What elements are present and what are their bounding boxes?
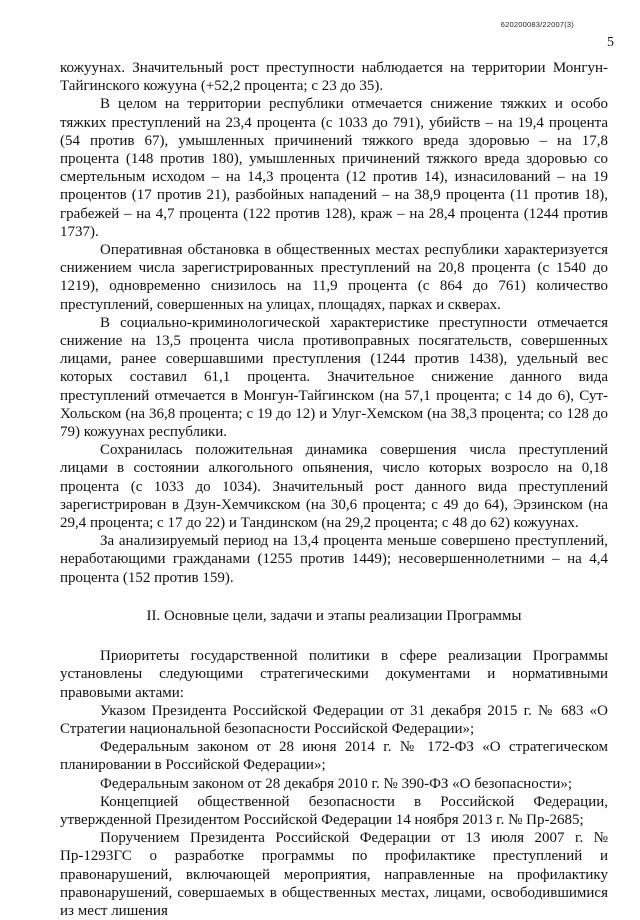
document-code: 620200083/22007(3)	[500, 20, 574, 29]
paragraph-unemployed-minors: За анализируемый период на 13,4 процента меньше совершено преступлений, неработающими гражданами (1255 против 1449); несовершеннолетними – на 4,4 процента (152 против 159).	[60, 533, 608, 586]
page-number: 5	[607, 35, 614, 50]
list-item-instruction-1293: Поручением Президента Российской Федерации от 13 июля 2007 г. № Пр-1293ГС о разработке программы по профилактике преступлений и правонарушений, включающей мероприятия, направленные на профилактику правонарушений, совершаемых в общественных местах, лицами, освободившимися из мест лишения	[60, 830, 608, 919]
paragraph-alcohol: Сохранилась положительная динамика совершения числа преступлений лицами в состоянии алкогольного опьянения, число которых возросло на 0,18 процента (с 1033 до 1034). Значительный рост данного вида преступлений зарегистрирован в Дзун-Хемчикском (на 30,6 процента; с 49 до 64), Эрзинском (на 29,4 процента; с 17 до 22) и Тандинском (на 29,2 процента; с 48 до 62) кожуунах.	[60, 442, 608, 532]
paragraph-public-places: Оперативная обстановка в общественных местах республики характеризуется снижением числа зарегистрированных преступлений на 20,8 процента (с 1540 до 1219), одновременно снизилось на 11,9 процента (с 864 до 761) количество преступлений, совершенных на улицах, площадях, парках и скверах.	[60, 242, 608, 313]
paragraph-continuation: кожуунах. Значительный рост преступности наблюдается на территории Монгун-Тайгинского кожууна (+52,2 процента; с 23 до 35).	[60, 60, 608, 95]
paragraph-serious-crimes: В целом на территории республики отмечается снижение тяжких и особо тяжких преступлений на 23,4 процента (с 1033 до 791), убийств – на 19,4 процента (54 против 67), умышленных причинений тяжкого вреда здоровью – на 17,8 процента (148 против 180), умышленных причинений тяжкого вреда здоровью со смертельным исходом – на 14,3 процента (12 против 14), изнасилований – на 19 процентов (17 против 21), разбойных нападений – на 38,9 процента (11 против 18), грабежей – на 4,7 процента (122 против 128), краж – на 28,4 процента (1244 против 1737).	[60, 96, 608, 240]
list-item-decree-683: Указом Президента Российской Федерации от 31 декабря 2015 г. № 683 «О Стратегии национальной безопасности Российской Федерации»;	[60, 702, 608, 737]
paragraph-priorities: Приоритеты государственной политики в сфере реализации Программы установлены следующими стратегическими документами и нормативными правовыми актами:	[60, 648, 608, 701]
section-heading: II. Основные цели, задачи и этапы реализации Программы	[146, 607, 522, 624]
list-item-concept-2685: Концепцией общественной безопасности в Российской Федерации, утвержденной Президентом Российской Федерации 14 ноября 2013 г. № Пр-2685;	[60, 793, 608, 828]
document-body	[60, 59, 608, 920]
list-item-law-390: Федеральным законом от 28 декабря 2010 г. № 390-ФЗ «О безопасности»;	[100, 775, 573, 792]
list-item-law-172: Федеральным законом от 28 июня 2014 г. № 172-ФЗ «О стратегическом планировании в Российской Федерации»;	[60, 739, 608, 774]
paragraph-repeat-offenders: В социально-криминологической характеристике преступности отмечается снижение на 13,5 процента числа противоправных посягательств, совершенных лицами, ранее совершавшими преступления (1244 против 1438), удельный вес которых составил 61,1 процента. Значительное снижение данного вида преступлений отмечается в Монгун-Тайгинском (на 57,1 процента; с 14 до 6), Сут-Хольском (на 36,8 процента; с 19 до 12) и Улуг-Хемском (на 38,3 процента; со 128 до 79) кожуунах республики.	[60, 314, 608, 441]
